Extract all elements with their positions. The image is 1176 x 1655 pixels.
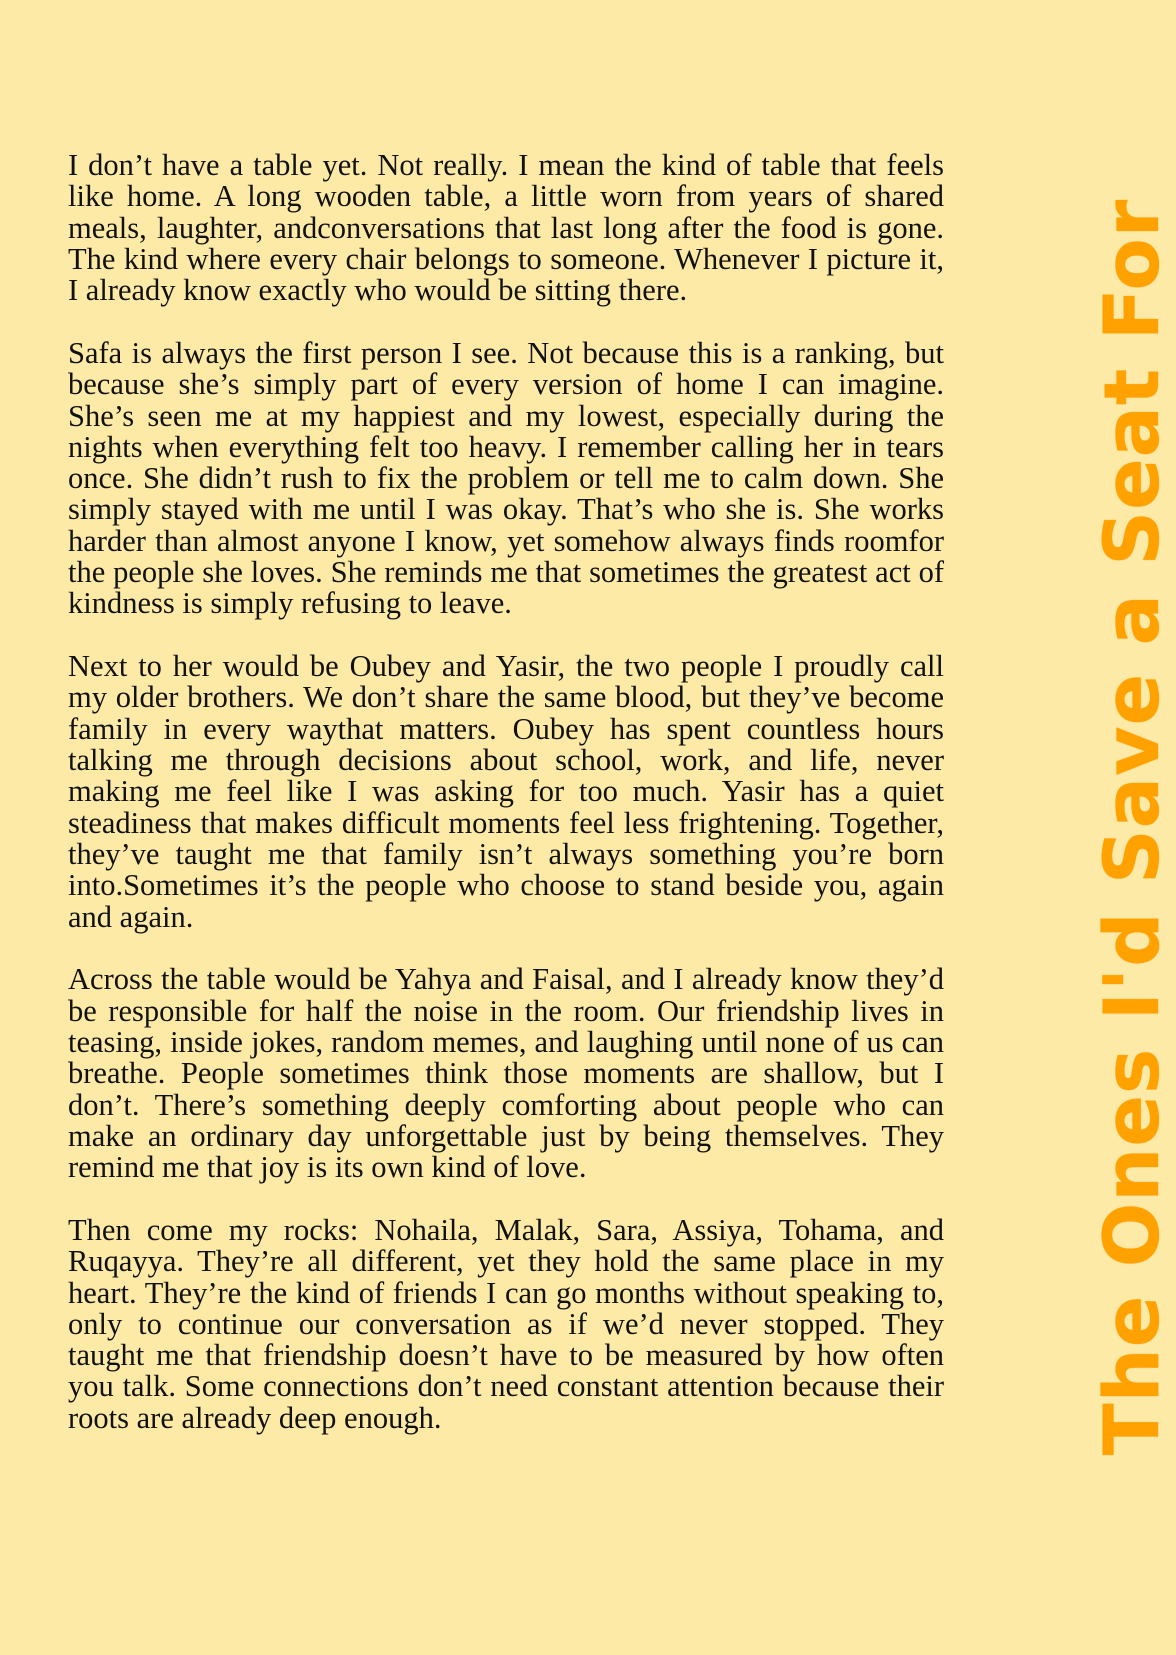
- paragraph-yahya-faisal: Across the table would be Yahya and Faisal, and I already know they’d be responsible for half the noise in the room. Our friendship lives in teasing, inside jokes, random memes, and laughing until none of us can breathe. People sometimes think those moments are shallow, but I don’t. There’s something deeply comforting about people who can make an ordinary day unforgettable just by being themselves. They remind me that joy is its own kind of love.: [68, 962, 944, 1185]
- vertical-title: The Ones I'd Save a Seat For: [1087, 198, 1176, 1456]
- paragraph-oubey-yasir: Next to her would be Oubey and Yasir, the two people I proudly call my older brothers. We don’t share the same blood, but they’ve become family in every waythat matters. Oubey has spent countless hours talking me through decisions about school, work, and life, never making me feel like I was asking for too much. Yasir has a quiet steadiness that makes difficult moments feel less frightening. Together, they’ve taught me that family isn’t always something you’re born into.Sometimes it’s the people who choose to stand beside you, again and again.: [68, 649, 944, 934]
- paragraph-safa: Safa is always the first person I see. Not because this is a ranking, but because she’s simply part of every version of home I can imagine. She’s seen me at my happiest and my lowest, especially during the nights when everything felt too heavy. I remember calling her in tears once. She didn’t rush to fix the problem or tell me to calm down. She simply stayed with me until I was okay. That’s who she is. She works harder than almost anyone I know, yet somehow always finds roomfor the people she loves. She reminds me that sometimes the greatest act of kindness is simply refusing to leave.: [68, 335, 944, 621]
- essay-body: [68, 150, 944, 1465]
- paragraph-intro: I don’t have a table yet. Not really. I mean the kind of table that feels like home. A long wooden table, a little worn from years of shared meals, laughter, andconversations that last long after the food is gone. The kind where every chair belongs to someone. Whenever I picture it, I already know exactly who would be sitting there.: [68, 148, 944, 308]
- paragraph-rocks: Then come my rocks: Nohaila, Malak, Sara, Assiya, Tohama, and Ruqayya. They’re all different, yet they hold the same place in my heart. They’re the kind of friends I can go months without speaking to, only to continue our conversation as if we’d never stopped. They taught me that friendship doesn’t have to be measured by how often you talk. Some connections don’t need constant attention because their roots are already deep enough.: [68, 1212, 944, 1435]
